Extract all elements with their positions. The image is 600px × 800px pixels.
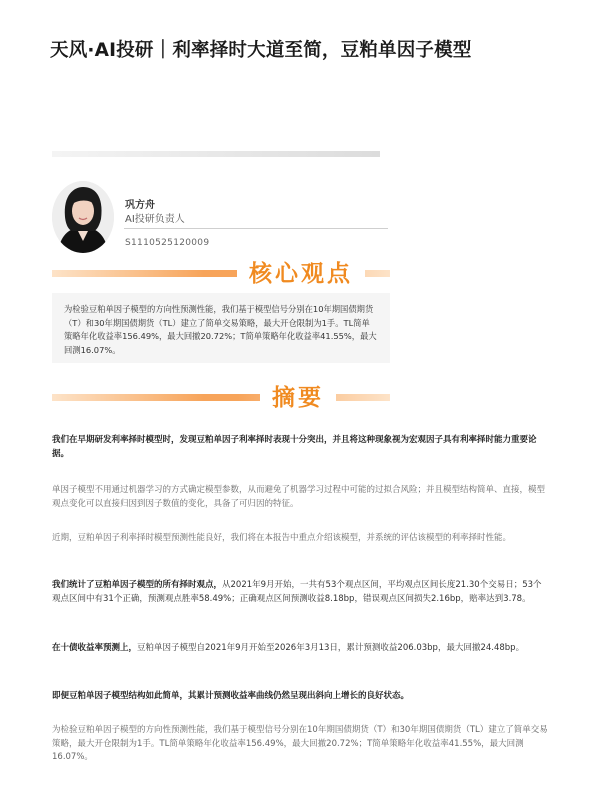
summary-p6-text: 即便豆粕单因子模型结构如此简单，其累计预测收益率曲线仍然呈现出斜向上增长的良好状态。 bbox=[52, 691, 410, 701]
summary-paragraph-7 bbox=[52, 724, 550, 765]
summary-p5-text: 豆粕单因子模型自2021年9月开始至2026年3月13日，累计预测收益206.03bp，最大回撤24.48bp。 bbox=[137, 643, 525, 653]
summary-paragraph-6 bbox=[52, 690, 550, 704]
summary-bar bbox=[52, 394, 390, 401]
summary-p3-text: 近期，豆粕单因子利率择时模型预测性能良好，我们将在本报告中重点介绍该模型，并系统的评估该模型的利率择时性能。 bbox=[52, 533, 512, 543]
summary-paragraph-1 bbox=[52, 434, 550, 461]
core-view-text: 为检验豆粕单因子模型的方向性预测性能，我们基于模型信号分别在10年期国债期货（T）和30年期国债期货（TL）建立了简单交易策略，最大开仓限制为1手。TL简单策略年化收益率156.49%，最大回撤20.72%；T简单策略年化收益率41.55%，最大回测16.07%。 bbox=[64, 304, 377, 355]
person-portrait-icon bbox=[52, 181, 114, 253]
author-license-id: S1110525120009 bbox=[125, 238, 210, 248]
core-view-title: 核心观点 bbox=[237, 259, 365, 289]
header-divider bbox=[52, 151, 380, 157]
summary-p5-bold: 在十债收益率预测上， bbox=[52, 643, 138, 653]
author-role: AI投研负责人 bbox=[125, 214, 185, 225]
author-name: 巩方舟 bbox=[125, 200, 155, 211]
summary-title: 摘要 bbox=[260, 383, 336, 413]
summary-paragraph-3 bbox=[52, 532, 550, 546]
summary-header bbox=[52, 383, 390, 413]
summary-p7-text: 为检验豆粕单因子模型的方向性预测性能，我们基于模型信号分别在10年期国债期货（T）和30年期国债期货（TL）建立了简单交易策略，最大开仓限制为1手。TL简单策略年化收益率156.49%，最大回撤20.72%；T简单策略年化收益率41.55%，最大回测16.07%。 bbox=[52, 725, 548, 762]
page-title: 天风·AI投研｜利率择时大道至简，豆粕单因子模型 bbox=[50, 40, 472, 61]
summary-p1-text: 我们在早期研发利率择时模型时，发现豆粕单因子利率择时表现十分突出，并且将这种现象视为宏观因子具有利率择时能力重要论据。 bbox=[52, 435, 537, 459]
summary-p2-text: 单因子模型不用通过机器学习的方式确定模型参数，从而避免了机器学习过程中可能的过拟合风险；并且模型结构简单、直接，模型观点变化可以直接归因到因子数值的变化，具备了可归因的特征。 bbox=[52, 485, 546, 509]
summary-paragraph-2 bbox=[52, 484, 550, 511]
core-view-box bbox=[52, 293, 390, 363]
summary-paragraph-4 bbox=[52, 579, 550, 606]
author-avatar bbox=[52, 181, 114, 253]
author-divider bbox=[124, 228, 388, 229]
core-view-header bbox=[52, 259, 390, 289]
summary-paragraph-5 bbox=[52, 642, 550, 656]
summary-p4-bold: 我们统计了豆粕单因子模型的所有择时观点， bbox=[52, 580, 223, 590]
summary-p4-text: 从2021年9月开始，一共有53个观点区间，平均观点区间长度21.30个交易日；53个观点区间中有31个正确，预测观点胜率58.49%；正确观点区间预测收益8.18bp，错误观点区间损失2.16bp，赔率达到3.78。 bbox=[52, 580, 542, 604]
